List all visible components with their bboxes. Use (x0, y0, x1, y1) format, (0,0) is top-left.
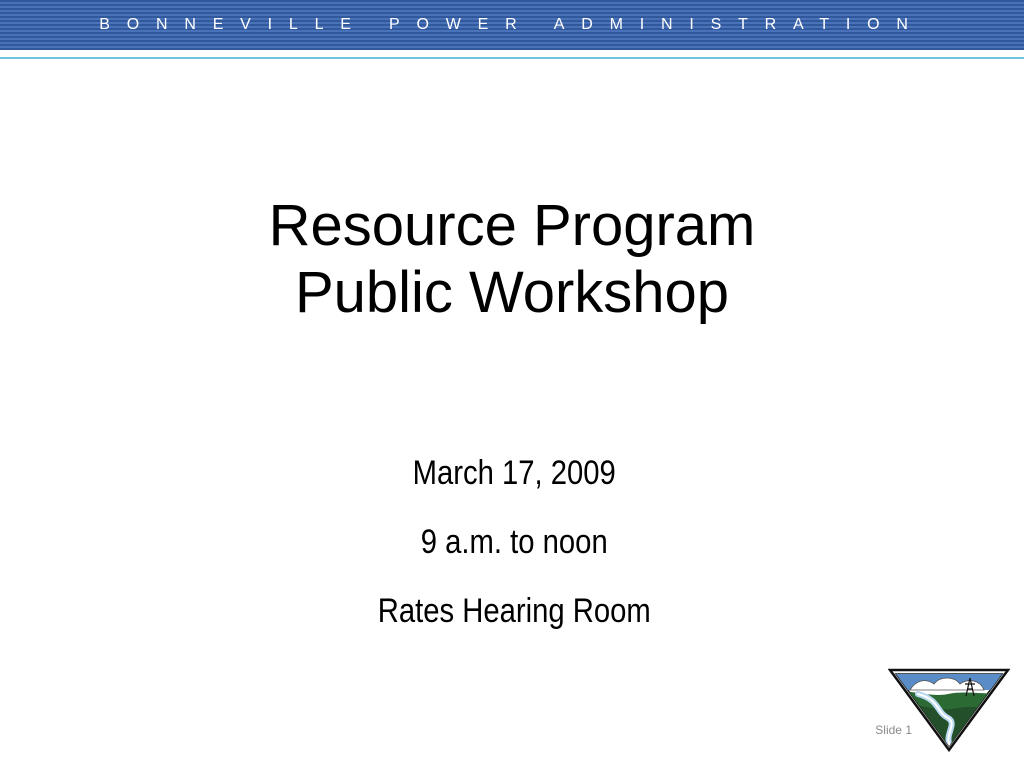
title-line-2: Public Workshop (294, 260, 730, 325)
event-time: 9 a.m. to noon (420, 523, 608, 561)
event-date: March 17, 2009 (412, 454, 616, 492)
slide-title (0, 192, 1024, 326)
header-divider (0, 57, 1024, 59)
title-line-1: Resource Program (268, 193, 756, 258)
slide-subtitle (74, 448, 955, 655)
event-location: Rates Hearing Room (377, 592, 651, 630)
bpa-logo-icon (888, 668, 1010, 752)
slide-number: Slide 1 (875, 723, 912, 737)
organization-name: BONNEVILLE POWER ADMINISTRATION (99, 16, 925, 33)
